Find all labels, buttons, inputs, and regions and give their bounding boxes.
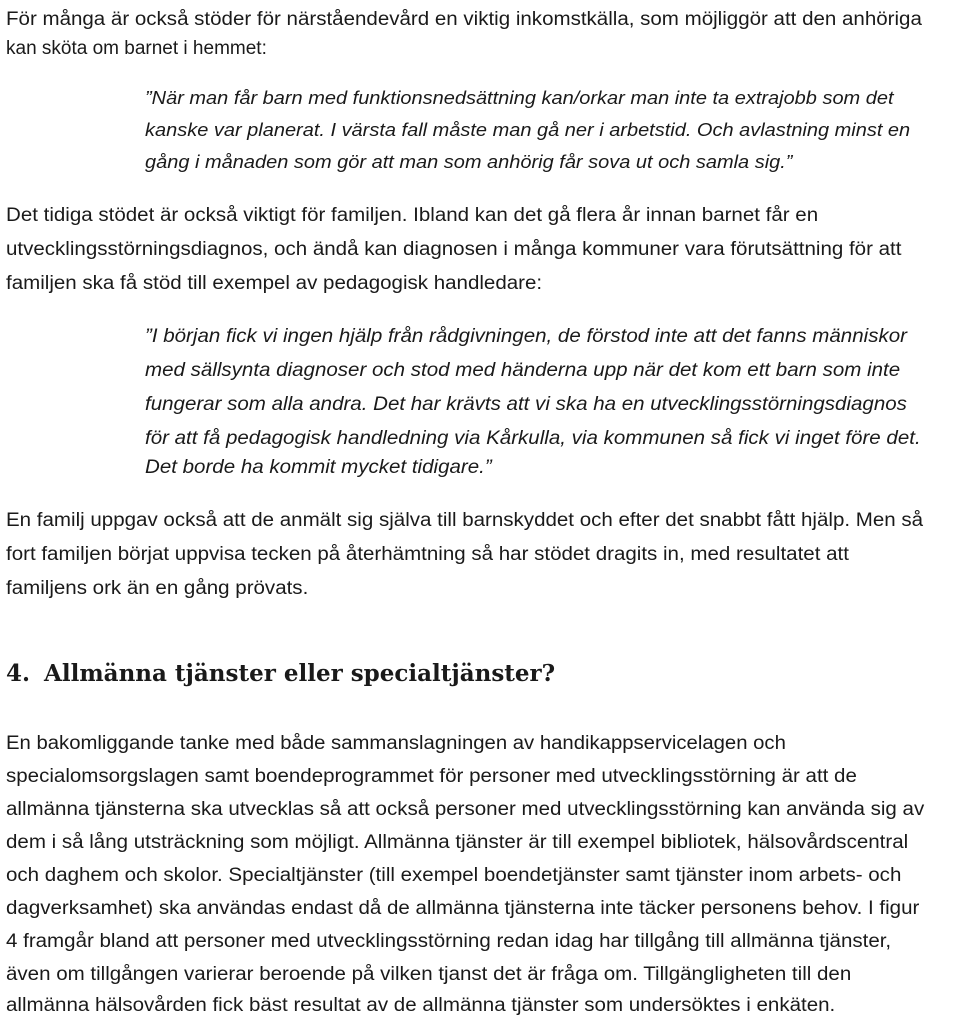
paragraph-line: kan sköta om barnet i hemmet:: [6, 38, 267, 59]
paragraph-line: dagverksamhet) ska användas endast då de allmänna tjänsterna inte täcker personens behov. I figur: [6, 898, 920, 919]
section-heading: [6, 660, 555, 688]
paragraph-line: även om tillgången varierar beroende på vilken tjanst det är fråga om. Tillgängligheten till den: [6, 964, 852, 985]
quote-line: med sällsynta diagnoser och stod med händerna upp när det kom ett barn som inte: [145, 360, 901, 381]
quote-line: fungerar som alla andra. Det har krävts att vi ska ha en utvecklingsstörningsdiagnos: [145, 394, 907, 415]
quote-line: Det borde ha kommit mycket tidigare.”: [145, 457, 492, 478]
paragraph-line: dem i så lång utsträckning som möjligt. Allmänna tjänster är till exempel bibliotek, hälsovårdscentral: [6, 832, 909, 853]
paragraph-line: utvecklingsstörningsdiagnos, och ändå kan diagnosen i många kommuner vara förutsättning för att: [6, 239, 902, 260]
quote-line: ”I början fick vi ingen hjälp från rådgivningen, de förstod inte att det fanns människor: [145, 326, 907, 347]
quote-line: för att få pedagogisk handledning via Kårkulla, via kommunen så fick vi inget före det.: [145, 428, 921, 449]
paragraph-line: allmänna hälsovården fick bäst resultat av de allmänna tjänster som undersöktes i enkäten.: [6, 995, 836, 1016]
paragraph-line: familjens ork än en gång prövats.: [6, 578, 309, 599]
section-number: 4.: [6, 660, 31, 687]
paragraph-line: och daghem och skolor. Specialtjänster (till exempel boendetjänster samt tjänster inom arbets- och: [6, 865, 902, 886]
paragraph-line: Det tidiga stödet är också viktigt för familjen. Ibland kan det gå flera år innan barnet får en: [6, 205, 819, 226]
paragraph-line: En bakomliggande tanke med både sammanslagningen av handikappservicelagen och: [6, 733, 786, 754]
quote-line: ”När man får barn med funktionsnedsättning kan/orkar man inte ta extrajobb som det: [145, 87, 894, 108]
paragraph-line: fort familjen börjat uppvisa tecken på återhämtning så har stödet dragits in, med resultatet att: [6, 544, 849, 565]
paragraph-line: En familj uppgav också att de anmält sig själva till barnskyddet och efter det snabbt fått hjälp. Men så: [6, 510, 924, 531]
paragraph-line: familjen ska få stöd till exempel av pedagogisk handledare:: [6, 273, 543, 294]
paragraph-line: För många är också stöder för närståendevård en viktig inkomstkälla, som möjliggör att den anhöriga: [6, 9, 922, 30]
section-title: Allmänna tjänster eller specialtjänster?: [44, 660, 556, 687]
paragraph-line: specialomsorgslagen samt boendeprogrammet för personer med utvecklingsstörning är att de: [6, 766, 857, 787]
quote-line: gång i månaden som gör att man som anhörig får sova ut och samla sig.”: [145, 151, 793, 172]
paragraph-line: allmänna tjänsterna ska utvecklas så att också personer med utvecklingsstörning kan använda sig av: [6, 799, 925, 820]
paragraph-line: 4 framgår bland att personer med utvecklingsstörning redan idag har tillgång till allmänna tjänster,: [6, 931, 892, 952]
quote-line: kanske var planerat. I värsta fall måste man gå ner i arbetstid. Och avlastning minst en: [145, 119, 911, 140]
